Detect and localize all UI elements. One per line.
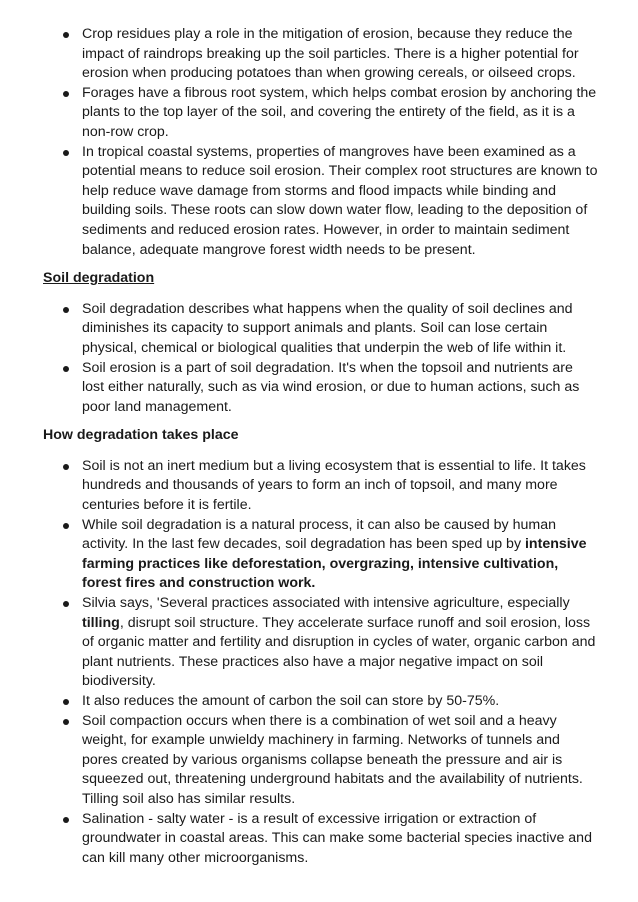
list-item: Soil compaction occurs when there is a combination of wet soil and a heavy weight, for example unwieldy machinery in farming. Networks of tunnels and pores created by various organisms collapse beneath the pressure and air is squeezed out, threatening underground habitats and the availability of nutrients. Tilling soil also has similar results. <box>43 712 598 810</box>
bold-phrase: intensive farming practices like deforestation, overgrazing, intensive cultivation, forest fires and construction work. <box>82 536 587 592</box>
list-item: Crop residues play a role in the mitigation of erosion, because they reduce the impact of raindrops breaking up the soil particles. There is a higher potential for erosion when producing potatoes than when growing cereals, or oilseed crops. <box>43 25 598 84</box>
bullet-icon <box>63 32 69 38</box>
list-item: Forages have a fibrous root system, which helps combat erosion by anchoring the plants to the top layer of the soil, and covering the entirety of the field, as it is a non-row crop. <box>43 84 598 143</box>
list-item: In tropical coastal systems, properties of mangroves have been examined as a potential means to reduce soil erosion. Their complex root structures are known to help reduce wave damage from storms and flood impacts while binding and building soils. These roots can slow down water flow, leading to the deposition of sediments and reduced erosion rates. However, in order to maintain sediment balance, adequate mangrove forest width needs to be present. <box>43 143 598 261</box>
bullet-icon <box>63 817 69 823</box>
bullet-icon <box>63 601 69 607</box>
bullet-icon <box>63 523 69 529</box>
bullet-icon <box>63 307 69 313</box>
bullet-icon <box>63 719 69 725</box>
bold-phrase: tilling <box>82 614 120 631</box>
list-item: Soil erosion is a part of soil degradation. It's when the topsoil and nutrients are lost either naturally, such as via wind erosion, or due to human actions, such as poor land management. <box>43 359 598 418</box>
list-item: While soil degradation is a natural process, it can also be caused by human activity. In the last few decades, soil degradation has been sped up by intensive farming practices like deforestation, overgrazing, intensive cultivation, forest fires and construction work. <box>43 516 598 594</box>
bullet-icon <box>63 464 69 470</box>
how-degradation-list <box>43 457 598 868</box>
list-item: It also reduces the amount of carbon the soil can store by 50-75%. <box>43 692 598 712</box>
soil-degradation-heading: Soil degradation <box>43 270 155 287</box>
erosion-mitigation-list <box>43 25 598 260</box>
list-item: Salination - salty water - is a result of excessive irrigation or extraction of groundwater in coastal areas. This can make some bacterial species inactive and can kill many other microorganisms. <box>43 810 598 869</box>
bullet-icon <box>63 366 69 372</box>
list-item: Soil degradation describes what happens when the quality of soil declines and diminishes its capacity to support animals and plants. Soil can lose certain physical, chemical or biological qualities that underpin the web of life within it. <box>43 300 598 359</box>
how-degradation-heading: How degradation takes place <box>43 427 239 444</box>
bullet-icon <box>63 150 69 156</box>
list-item: Silvia says, 'Several practices associated with intensive agriculture, especially tilling, disrupt soil structure. They accelerate surface runoff and soil erosion, loss of organic matter and fertility and disruption in cycles of water, organic carbon and plant nutrients. These practices also have a major negative impact on soil biodiversity. <box>43 594 598 692</box>
bullet-icon <box>63 699 69 705</box>
list-item: Soil is not an inert medium but a living ecosystem that is essential to life. It takes hundreds and thousands of years to form an inch of topsoil, and many more centuries before it is fertile. <box>43 457 598 516</box>
bullet-icon <box>63 91 69 97</box>
soil-degradation-list <box>43 300 598 418</box>
